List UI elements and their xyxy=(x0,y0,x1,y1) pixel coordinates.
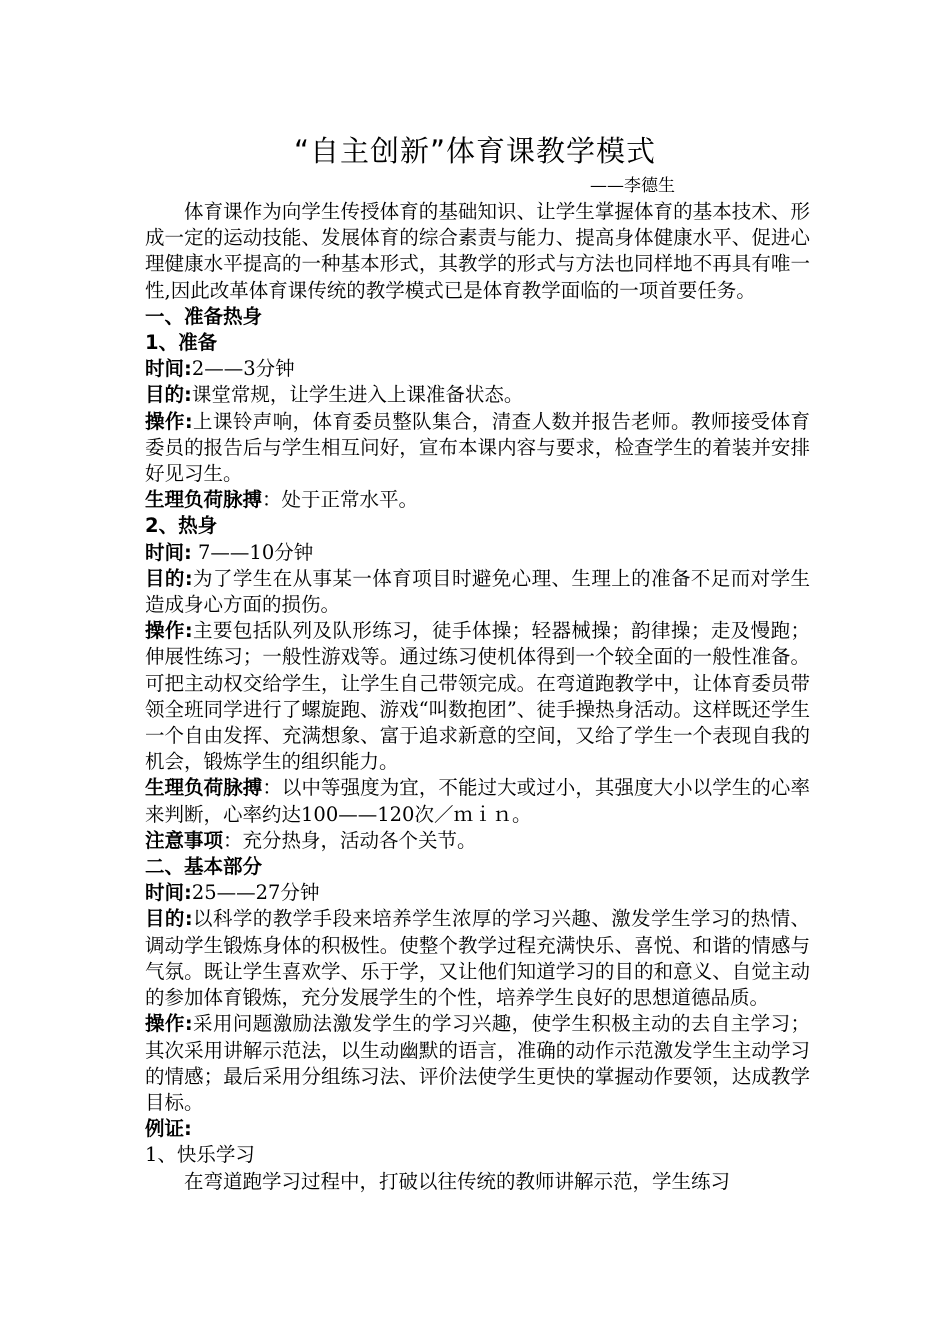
subsection-heading: 2、热身 xyxy=(145,514,218,538)
example-paragraph: 在弯道跑学习过程中，打破以往传统的教师讲解示范，学生练习 xyxy=(184,1169,731,1193)
goal-text: 为了学生在从事某一体育项目时避免心理、生理上的准备不足而对学生造成身心方面的损伤。 xyxy=(145,566,810,617)
goal-paragraph xyxy=(145,566,810,618)
document-body xyxy=(145,199,810,1195)
example-heading: 1、快乐学习 xyxy=(145,1143,255,1167)
load-text: ：处于正常水平。 xyxy=(262,488,419,512)
time-label: 时间: xyxy=(145,881,192,905)
time-line xyxy=(145,540,810,566)
load-text: ：以中等强度为宜，不能过大或过小，其强度大小以学生的心率来判断，心率约达100——120次／ｍｉｎ。 xyxy=(145,776,810,826)
operation-text: 采用问题激励法激发学生的学习兴趣，使学生积极主动的去自主学习；其次采用讲解示范法，以生动幽默的语言，准确的动作示范激发学生主动学习的情感；最后采用分组练习法、评价法使学生更快的掌握动作要领，达成教学目标。 xyxy=(145,1012,810,1114)
section-heading: 二、基本部分 xyxy=(145,855,263,879)
author-byline: ——李德生 xyxy=(590,176,675,196)
section-heading: 一、准备热身 xyxy=(145,304,263,328)
goal-text: 课堂常规，让学生进入上课准备状态。 xyxy=(191,383,524,407)
operation-paragraph xyxy=(145,1011,810,1116)
load-label: 生理负荷脉搏 xyxy=(145,488,263,512)
intro-paragraph: 体育课作为向学生传授体育的基础知识、让学生掌握体育的基本技术、形成一定的运动技能、发展体育的综合素责与能力、提高身体健康水平、促进心理健康水平提高的一种基本形式，其教学的形式与方法也同样地不再具有唯一性,因此改革体育课传统的教学模式已是体育教学面临的一项首要任务。 xyxy=(145,200,810,302)
operation-label: 操作: xyxy=(145,619,193,643)
time-value: 7——10分钟 xyxy=(191,540,314,564)
note-label: 注意事项 xyxy=(145,828,224,852)
document-title: “自主创新”体育课教学模式 xyxy=(293,134,657,168)
load-paragraph xyxy=(145,775,810,827)
goal-paragraph xyxy=(145,906,810,1011)
load-paragraph xyxy=(145,487,810,513)
time-line xyxy=(145,880,810,906)
time-label: 时间: xyxy=(145,540,192,564)
subsection-heading: 1、准备 xyxy=(145,331,218,355)
example-label: 例证: xyxy=(145,1117,192,1141)
goal-paragraph xyxy=(145,382,810,408)
operation-text: 上课铃声响，体育委员整队集合，清查人数并报告老师。教师接受体育委员的报告后与学生相互问好，宣布本课内容与要求，检查学生的着装并安排好见习生。 xyxy=(145,409,810,486)
time-value: 2——3分钟 xyxy=(191,357,295,381)
goal-label: 目的: xyxy=(145,383,192,407)
note-paragraph xyxy=(145,828,810,854)
operation-paragraph xyxy=(145,618,810,775)
operation-text: 主要包括队列及队形练习，徒手体操；轻器械操；韵律操；走及慢跑；伸展性练习；一般性游戏等。通过练习使机体得到一个较全面的一般性准备。可把主动权交给学生，让学生自己带领完成。在弯道跑教学中，让体育委员带领全班同学进行了螺旋跑、游戏“叫数抱团”、徒手操热身活动。这样既还学生一个自由发挥、充满想象、富于追求新意的空间，又给了学生一个表现自我的机会，锻炼学生的组织能力。 xyxy=(145,619,810,774)
operation-label: 操作: xyxy=(145,409,193,433)
time-value: 25——27分钟 xyxy=(191,881,320,905)
time-label: 时间: xyxy=(145,357,192,381)
operation-label: 操作: xyxy=(145,1012,193,1036)
goal-label: 目的: xyxy=(145,907,193,931)
note-text: ：充分热身，活动各个关节。 xyxy=(223,828,477,852)
operation-paragraph xyxy=(145,409,810,488)
time-line xyxy=(145,356,810,382)
load-label: 生理负荷脉搏 xyxy=(145,776,263,800)
goal-text: 以科学的教学手段来培养学生浓厚的学习兴趣、激发学生学习的热情、调动学生锻炼身体的积极性。使整个教学过程充满快乐、喜悦、和谐的情感与气氛。既让学生喜欢学、乐于学，又让他们知道学习的目的和意义、自觉主动的参加体育锻炼，充分发展学生的个性，培养学生良好的思想道德品质。 xyxy=(145,907,810,1010)
goal-label: 目的: xyxy=(145,566,193,590)
